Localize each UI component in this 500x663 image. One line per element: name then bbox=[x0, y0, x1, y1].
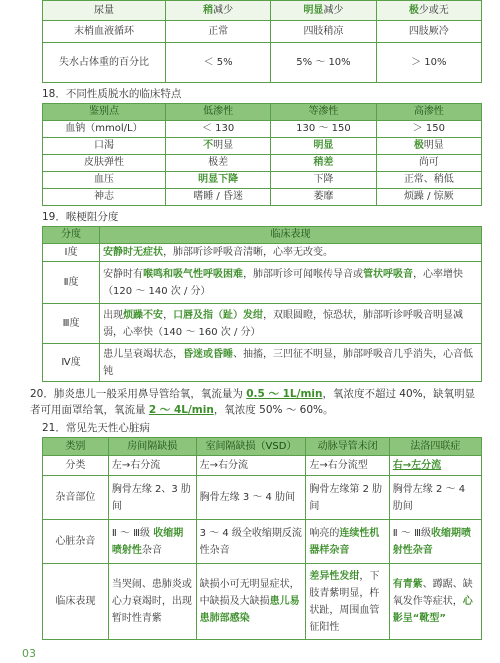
table-row bbox=[43, 262, 482, 304]
header-cell: 法洛四联症 bbox=[389, 438, 481, 456]
highlight: 差异性发绀 bbox=[309, 570, 360, 582]
highlight: 患儿易患肺部感染 bbox=[199, 596, 300, 624]
cell: 胸骨左缘 3 ～ 4 肋间 bbox=[196, 476, 306, 520]
highlight: 2 ～ 4L/min bbox=[148, 404, 214, 416]
table-row bbox=[43, 155, 482, 172]
cell-text: ，肺部听诊呼吸音清晰，心率无改变。 bbox=[163, 246, 334, 258]
cell: 5% ～ 10% bbox=[271, 43, 376, 83]
table-row bbox=[43, 121, 482, 138]
cell: 左→右分流型 bbox=[306, 456, 389, 476]
highlight: 心影呈“靴型” bbox=[392, 596, 473, 624]
highlight: 极 bbox=[408, 4, 419, 16]
highlight: 不 bbox=[203, 140, 214, 151]
row-label: 心脏杂音 bbox=[43, 520, 109, 564]
header-cell: 高渗性 bbox=[376, 104, 481, 121]
cell: 烦躁 / 惊厥 bbox=[376, 189, 481, 206]
table-header bbox=[43, 104, 482, 121]
highlight: 极 bbox=[413, 140, 424, 151]
table-row bbox=[43, 564, 482, 640]
cell-text: 杂音 bbox=[141, 544, 162, 556]
cell: ＞ 150 bbox=[376, 121, 481, 138]
cell: 四肢厥冷 bbox=[376, 21, 481, 43]
row-label: Ⅰ度 bbox=[43, 244, 100, 262]
header-cell: 鉴别点 bbox=[43, 104, 166, 121]
row-label: 末梢血液循环 bbox=[43, 21, 166, 43]
cell-text: 减少 bbox=[213, 4, 234, 16]
page bbox=[30, 0, 482, 640]
row-label: Ⅳ度 bbox=[43, 344, 100, 382]
table-header bbox=[43, 438, 482, 456]
cell: 当哭闹、患肺炎或心力衰竭时，出现暂时性青紫 bbox=[108, 564, 196, 640]
header-cell: 室间隔缺损（VSD） bbox=[196, 438, 306, 456]
highlight: 昏迷或昏睡 bbox=[183, 348, 234, 360]
cell-text: ，心率增快（120 ～ 140 次 / 分） bbox=[103, 268, 464, 297]
row-label: 血钠（mmol/L） bbox=[43, 121, 166, 138]
table-row bbox=[43, 189, 482, 206]
cell: 左→右分流 bbox=[196, 456, 306, 476]
header-cell: 低渗性 bbox=[165, 104, 270, 121]
row-label: Ⅲ度 bbox=[43, 304, 100, 344]
highlight: 有青紫 bbox=[392, 579, 423, 590]
row-label: 神志 bbox=[43, 189, 166, 206]
cell: 胸骨左缘 2 ～ 4 肋间 bbox=[389, 476, 481, 520]
cell: 萎靡 bbox=[271, 189, 376, 206]
highlight: 收缩期喷射性 bbox=[111, 527, 184, 556]
para-text: ，氧浓度 50% ～ 60%。 bbox=[213, 404, 334, 416]
highlight: 收缩期喷射性杂音 bbox=[392, 527, 471, 556]
header-cell: 分度 bbox=[43, 227, 100, 244]
cell-text: ，肺部听诊可闻喉传导音或 bbox=[243, 268, 364, 280]
cell-text: 出现 bbox=[103, 309, 124, 321]
table-row bbox=[43, 43, 482, 83]
cell: 正常、稍低 bbox=[376, 172, 481, 189]
header-cell: 等渗性 bbox=[271, 104, 376, 121]
table-header bbox=[43, 227, 482, 244]
cell-text: ， bbox=[163, 309, 174, 321]
highlight: 管状呼吸音 bbox=[363, 268, 414, 280]
para-text: 20．肺炎患儿一般采用鼻导管给氧，氧流量为 bbox=[30, 388, 247, 400]
row-label: 血压 bbox=[43, 172, 166, 189]
row-label: Ⅱ度 bbox=[43, 262, 100, 304]
table-row bbox=[43, 304, 482, 344]
table-row bbox=[43, 21, 482, 43]
cell-text: 安静时有 bbox=[103, 268, 144, 280]
congenital-heart-disease-table bbox=[42, 437, 482, 640]
table-row bbox=[43, 244, 482, 262]
table-row bbox=[43, 344, 482, 382]
table-row bbox=[43, 476, 482, 520]
cell: 胸骨左缘第 2 肋间 bbox=[306, 476, 389, 520]
cell: 嗜睡 / 昏迷 bbox=[165, 189, 270, 206]
dehydration-type-table bbox=[42, 103, 482, 206]
section-title: 21．常见先天性心脏病 bbox=[42, 422, 150, 434]
cell: 尚可 bbox=[376, 155, 481, 172]
cell-text: 明显 bbox=[213, 140, 234, 151]
cell: ＜ 130 bbox=[165, 121, 270, 138]
cell: 3 ～ 4 级全收缩期反流性杂音 bbox=[196, 520, 306, 564]
cell-text: ，下肢青紫明显，杵状趾，周围血管征阳性 bbox=[309, 570, 380, 633]
cell: 四肢稍凉 bbox=[271, 21, 376, 43]
highlight: 明显 bbox=[303, 4, 324, 16]
cell: 130 ～ 150 bbox=[271, 121, 376, 138]
cell-text: 、蹲踞、缺氧发作等症状， bbox=[392, 579, 473, 607]
oxygen-therapy-paragraph bbox=[30, 386, 482, 418]
row-label: 杂音部位 bbox=[43, 476, 109, 520]
row-label: 分类 bbox=[43, 456, 109, 476]
cell-text: 、抽搐，三凹征不明显，肺部呼吸音几乎消失，心音低钝 bbox=[103, 348, 474, 377]
cell-text: 缺损小可无明显症状，中缺损及大缺损 bbox=[199, 579, 300, 607]
cell: 明显 bbox=[271, 138, 376, 155]
highlight: 稍 bbox=[203, 4, 214, 16]
highlight: 烦躁不安 bbox=[123, 309, 164, 321]
cell: 右→左分流 bbox=[389, 456, 481, 476]
cell: 明显下降 bbox=[165, 172, 270, 189]
cell: ＞ 10% bbox=[376, 43, 481, 83]
table-row bbox=[43, 456, 482, 476]
highlight: 0.5 ～ 1L/min bbox=[246, 388, 323, 400]
dehydration-degree-table bbox=[42, 0, 482, 83]
cell: 下降 bbox=[271, 172, 376, 189]
cell: 正常 bbox=[165, 21, 270, 43]
row-label: 失水占体重的百分比 bbox=[43, 43, 166, 83]
row-label: 皮肤弹性 bbox=[43, 155, 166, 172]
cell: 极差 bbox=[165, 155, 270, 172]
cell-text: Ⅱ ～ Ⅲ级 bbox=[392, 527, 431, 539]
header-cell: 房间隔缺损 bbox=[108, 438, 196, 456]
table-row bbox=[43, 172, 482, 189]
page-number: 03 bbox=[22, 647, 36, 660]
cell: 左→右分流 bbox=[108, 456, 196, 476]
table-row bbox=[43, 520, 482, 564]
highlight: 连续性机器样杂音 bbox=[309, 527, 380, 556]
row-label: 口渴 bbox=[43, 138, 166, 155]
cell-text: 患儿呈衰竭状态， bbox=[103, 348, 184, 360]
highlight: 口唇及指（趾）发绀 bbox=[173, 309, 264, 321]
cell: 胸骨左缘 2、3 肋间 bbox=[108, 476, 196, 520]
highlight: 喉鸣和吸气性呼吸困难 bbox=[143, 268, 244, 280]
row-label: 尿量 bbox=[43, 1, 166, 21]
cell-text: 少或无 bbox=[418, 4, 449, 16]
cell-text: 明显 bbox=[423, 140, 444, 151]
cell-text: 响亮的 bbox=[309, 527, 340, 539]
section-title: 19．喉梗阻分度 bbox=[42, 211, 119, 223]
row-label: 临床表现 bbox=[43, 564, 109, 640]
header-cell: 动脉导管未闭 bbox=[306, 438, 389, 456]
cell-text: ，双眼圆瞪，惊恐状，肺部听诊呼吸音明显减弱，心率快（140 ～ 160 次 / 分） bbox=[103, 309, 464, 338]
cell: ＜ 5% bbox=[165, 43, 270, 83]
header-cell: 类别 bbox=[43, 438, 109, 456]
table-row bbox=[43, 138, 482, 155]
section-title: 18．不同性质脱水的临床特点 bbox=[42, 88, 182, 100]
cell-text: Ⅱ ～ Ⅲ级 bbox=[111, 527, 154, 539]
cell-text: 减少 bbox=[323, 4, 344, 16]
cell: 稍差 bbox=[271, 155, 376, 172]
highlight: 安静时无症状 bbox=[103, 246, 164, 258]
table-row bbox=[43, 1, 482, 21]
laryngeal-obstruction-table bbox=[42, 226, 482, 382]
header-cell: 临床表现 bbox=[100, 227, 482, 244]
para-text: ，氧浓度不超过 40%，缺氧明显者可用面罩给氧，氧流量 bbox=[30, 388, 476, 416]
